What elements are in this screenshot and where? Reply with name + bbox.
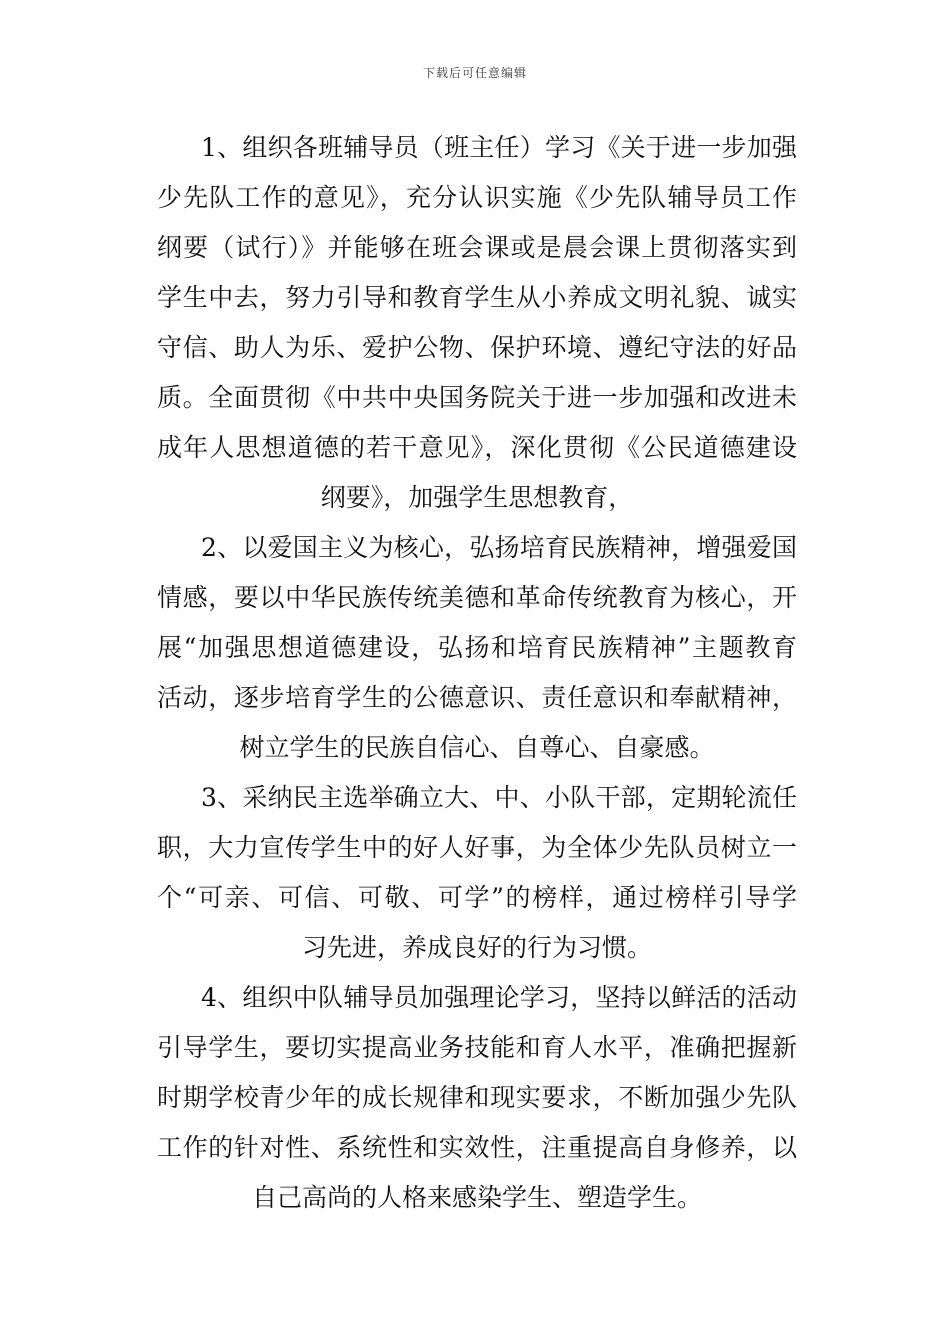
text-line: 引导学生，要切实提高业务技能和育人水平，准确把握新: [157, 1033, 797, 1062]
text-line: 成年人思想道德的若干意见》，深化贯彻《公民道德建设: [157, 433, 797, 462]
text-line: 职，大力宣传学生中的好人好事，为全体少先队员树立一: [157, 833, 797, 862]
paragraph-2: [157, 530, 797, 780]
text-line: 少先队工作的意见》，充分认识实施《少先队辅导员工作: [157, 183, 797, 212]
text-line: 展“加强思想道德建设，弘扬和培育民族精神”主题教育: [157, 633, 797, 662]
text-line: 学生中去，努力引导和教育学生从小养成文明礼貌、诚实: [157, 283, 797, 312]
text-line: 守信、助人为乐、爱护公物、保护环境、遵纪守法的好品: [157, 333, 797, 362]
text-line: 4、组织中队辅导员加强理论学习，坚持以鲜活的活动: [201, 983, 797, 1012]
document-body: [157, 130, 797, 1230]
text-line: 纲要》，加强学生思想教育，: [320, 483, 634, 512]
paragraph-4: [157, 980, 797, 1230]
text-line: 工作的针对性、系统性和实效性，注重提高自身修养，以: [157, 1133, 797, 1162]
text-line: 纲要（试行）》并能够在班会课或是晨会课上贯彻落实到: [157, 233, 797, 262]
text-line: 活动，逐步培育学生的公德意识、责任意识和奉献精神，: [157, 683, 797, 712]
text-line: 树立学生的民族自信心、自尊心、自豪感。: [239, 733, 715, 762]
text-line: 2、以爱国主义为核心，弘扬培育民族精神，增强爱国: [201, 533, 797, 562]
text-line: 自己高尚的人格来感染学生、塑造学生。: [251, 1183, 702, 1212]
text-line: 情感，要以中华民族传统美德和革命传统教育为核心，开: [157, 583, 797, 612]
text-line: 质。全面贯彻《中共中央国务院关于进一步加强和改进未: [157, 383, 797, 412]
text-line: 时期学校青少年的成长规律和现实要求，不断加强少先队: [157, 1083, 797, 1112]
text-line: 个“可亲、可信、可敬、可学”的榜样，通过榜样引导学: [157, 883, 797, 912]
text-line: 习先进，养成良好的行为习惯。: [301, 933, 652, 962]
text-line: 1、组织各班辅导员（班主任）学习《关于进一步加强: [201, 133, 797, 162]
paragraph-3: [157, 780, 797, 980]
text-line: 3、采纳民主选举确立大、中、小队干部，定期轮流任: [201, 783, 797, 812]
page-header-note: 下载后可任意编辑: [422, 66, 527, 80]
paragraph-1: [157, 130, 797, 530]
